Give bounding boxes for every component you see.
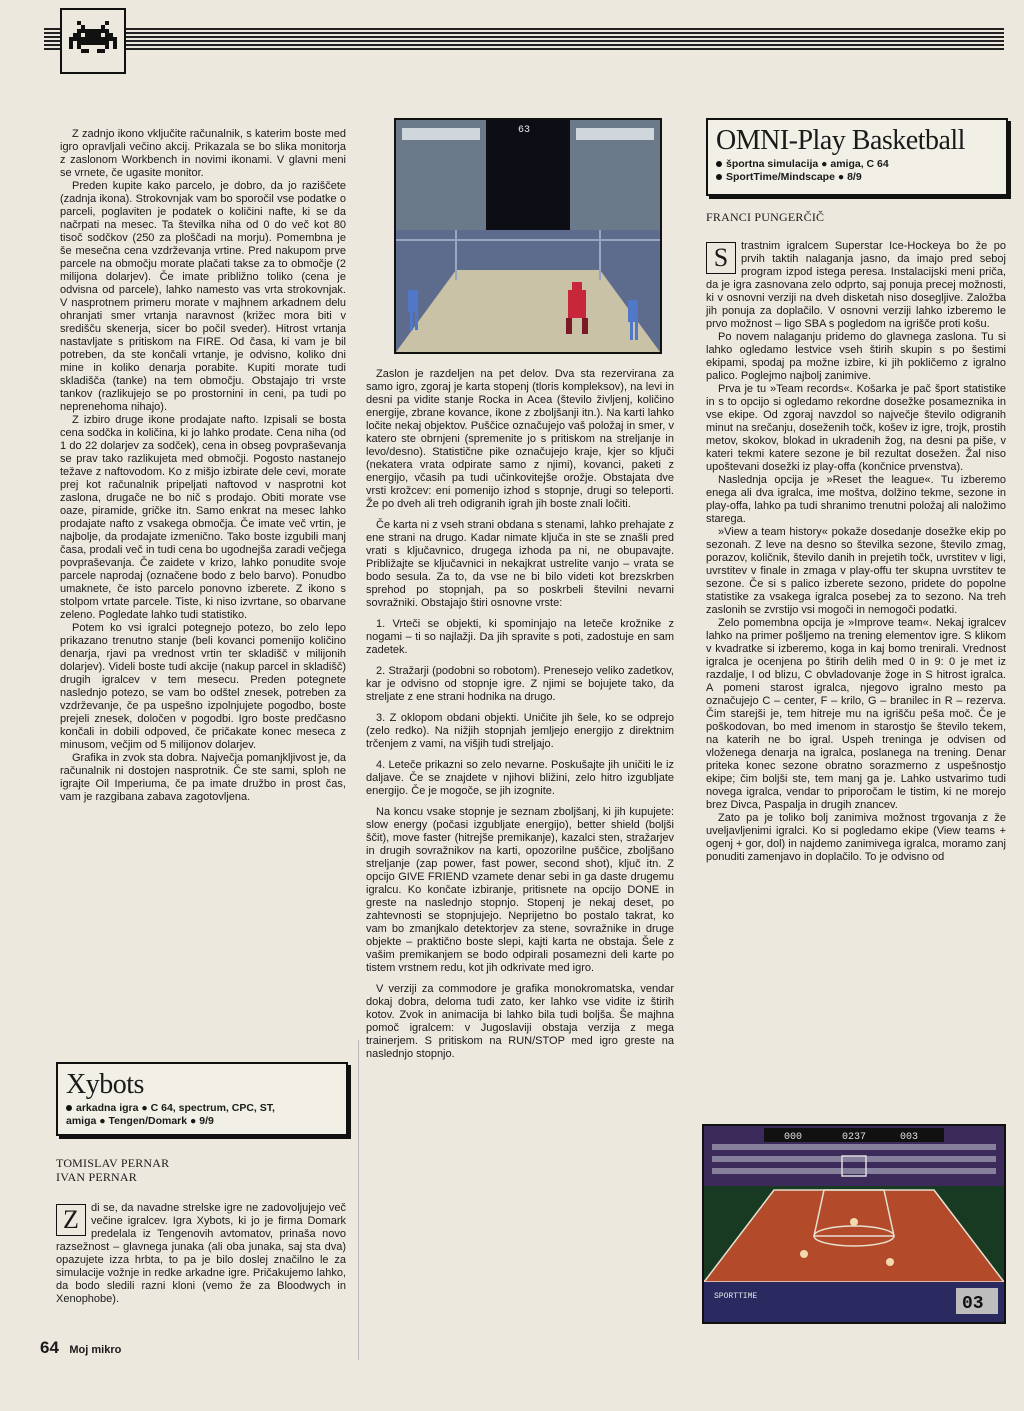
paragraph: Zaslon je razdeljen na pet delov. Dva sta rezervirana za samo igro, zgoraj je karta stopenj (tloris kompleksov), na levi in desni pa vidite stanje Rocka in Acea (število življenj, količino energije, zbrane kovance, ikone z zbolјšanji itn.). Na karti lahko ločite nekaj objektov. Puščice označujejo vaš položaj in smer, v katero ste obrnjeni (spremenite jo s pritiskom na streljanje in levo/desno). Statistične pike označujejo kraje, kjer so ključi (nekatera vrata odpirate samo z njimi), kovanci, paketi z energijo, včasih pa tudi učinkovitejše orožje. Obstajata dve vrsti krožcev: eni pomenijo izhod s stopnje, drugi so teleporti. Že po dveh ali treh odigranih igrah jih boste znali ločiti. [366, 368, 674, 510]
basketball-screenshot [702, 1124, 1006, 1324]
list-item: 3. Z oklopom obdani objekti. Uničite jih šele, ko se odprejo (zelo redko). Na nižjih stopnjah jemljejo energijo z direktnim trčenjem z vami, na višjih tudi streljajo. [366, 712, 674, 750]
omni-title-box [706, 118, 1008, 196]
xybots-title-box [56, 1062, 348, 1136]
paragraph: Zelo pomembna opcija je »Improve team«. Nekaj igralcev lahko na primer pošljemo na trening elementov igre. S klikom v kvadratke si izberemo, koga in kaj bomo trenirali. Vrednost igralca je ocenjena po štirih delih med 0 in 9: 0 je met iz razdalje, I od blizu, C obvladovanje žoge in S hitrost igralca. A pomeni starost igralca, njegovo igralno mesto pa označujejo C – center, F – krilo, G – branilec in R – rezerva. Čim starejši je, tem hitreje mu na igrišču peša moč. Če je poškodovan, bo med imenom in starostjo še število tekem, na katerih ne bo igral. Uspeh treninga je odvisen od vloženega denarja na igralca, poslanega na trening. Denar priteka konec sezone obratno sorazmerno z uspešnostjo ekipe; čim boljši ste, tem manj ga je. Lahko ustvarimo tudi novega igralca, vendar to priporočam le tistim, ki ne morejo brez Divca, Paspalja in drugih znancev. [706, 617, 1006, 811]
paragraph: Z zadnjo ikono vključite računalnik, s katerim boste med igro opravljali večino akcij. Prikazala se bo slika monitorja z zaslonom Workbench in novimi ikonami. V glavni meni se vrnete, če ugasite monitor. [60, 128, 346, 179]
paragraph: »View a team history« pokaže dosedanje dosežke ekip po sezonah. Z leve na desno so številka sezone, število zmag, porazov, količnik, število danih in prejetih točk, uvrstitev v ligi, uvrstitev v finale in zmaga v play-offu ter skupna uvrstitev te sezone. Če si s palico izberete sezono, pridete do popolne statistike za vsakega igralca posebej za to sezono. Na treh zaslonih se zvrstijo vsi mogoči in nemogoči podatki. [706, 526, 1006, 616]
bullet-icon [716, 161, 722, 167]
paragraph: Z izbiro druge ikone prodajate nafto. Izpisali se bosta cena sodčka in količina, ki jo lahko prodate. Cena niha (od 1 do 22 dolarjev za sodček), cena in obseg povpraševanja se prav tako razlikujeta med območji. Pogosto nastanejo težave z naftovodom. Ko z mišjo izbirate dele cevi, morate prej kot računalnik pripeljati naftovod v nasprotni kot zaslona, drugače ne bo nič s prodajo. Obiti morate vse oaze, piramide, gričke itn. Samo enkrat na mesec lahko prodajate nafto z vsakega območja. Če imate več vrtin, je najbolje, da prodajate izmenično. Tako boste izgubili manj časa, prodali več in tudi cena bo ugodnejša zaradi večjega povpraševanja. Če zaidete v krizo, lahko ponudite svoje parcele naprodaj (označene bodo z belo barvo). Ponudbo umaknete, če isto parcelo ponovno izberete. Z ikono s stolpom vrtate parcele. Tiste, ki niso izvrtane, so obarvane zeleno. Pogledate lahko tudi statistiko. [60, 414, 346, 621]
paragraph: Naslednja opcija je »Reset the league«. Tu izberemo enega ali dva igralca, ime moštva, dolžino tekme, sezone in play-offa, lahko pa tudi shranimo trenutni položaj ali naložimo starega. [706, 474, 1006, 525]
drop-cap: Z [56, 1204, 86, 1236]
list-item: 2. Stražarji (podobni so robotom). Prenesejo veliko zadetkov, kar je odvisno od stopnje igre. Z njimi se bojujete tako, da streljate z ene strani hodnika na drugo. [366, 665, 674, 703]
column-divider [358, 1040, 359, 1360]
paragraph: V verziji za commodore je grafika monokromatska, vendar dokaj dobra, deloma tudi zato, ker lahko vse vidite iz štirih kotov. Zvok in animacija bi lahko bila tudi boljša. Še majhna pomoč igralcem: v Jugoslaviji obstaja verzija z mega trainerjem. S pritiskom na RUN/STOP med igro greste na naslednjo stopnjo. [366, 983, 674, 1060]
score-digit: 000 [784, 1132, 803, 1143]
article-column-1 [60, 128, 346, 804]
article-column-2 [366, 368, 674, 1069]
article-meta-line: športna simulacija ● amiga, C 64 [716, 158, 998, 171]
paragraph: Če karta ni z vseh strani obdana s stenami, lahko prehajate z ene strani na drugo. Kadar nimate ključa in ste se znašli pred vrati s ključavnico, drugega izhoda pa ni, ne obupavajte. Približajte se ključavnici in nekajkrat ustrelite vanjo – vrata se bodo sesula. Za to, da vse ne bi bilo videti kot brezskrben sprehod po stopnjah, pa so poskrbeli številni nevarni sovražniki. Obstajajo štiri osnovne vrste: [366, 519, 674, 609]
paragraph: Z di se, da navadne strelske igre ne zadovoljujejo več večine igralcev. Igra Xybots, ki jo je firma Domark predelala iz Tengenovih avtomatov, prinaša novo razsežnost – glavnega junaka (ali oba junaka, saj sta dva) opazujete izza hrbta, to pa je bilo doslej značilno le za simulacije vožnje in redke arkadne igre. Pričakujemo lahko, da bodo sledili razni kloni (vemo že za Bloodwych in Xenophobe). [56, 1202, 346, 1305]
bullet-icon [716, 174, 722, 180]
magazine-name: Moj mikro [69, 1344, 122, 1356]
drop-cap: S [706, 242, 736, 274]
paragraph: Preden kupite kako parcelo, je dobro, da jo raziščete (zadnja ikona). Strokovnjak vam bo sporočil vse podatke o parceli, poglaviten je podatek o količini nafte, ki se da načrpati na mesec. Ta številka niha od 0 do več kot 80 tisoč sodčkov (250 za ploščadi na morju). Pomembna je še mesečna cena vzdrževanja vrtine. Pred nakupom prve parcele na območju morate plačati takse za to območje (2 milijona dolarjev). Če imate približno toliko (cena je odvisna od parcele), lahko namesto vas vrta strokovnjak. V nasprotnem primeru morate v majhnem arkadnem delu ohranjati smer vrtanja naravnost (križec mora biti v središču skenerja, sicer bo počil sveder). Hitrost vrtanja nastavljate s pritiskom na FIRE. Od časa, ki vam je bil potreben, da ste končali vrtanje, je odvisno, koliko dni mine in koliko denarja porabite. Kupiti morate tudi skladišča (tanke) na tem območju. Obstajajo tri vrste tankov (razlikujejo se po prostornini in ceni, pa tudi po neprenehoma nihajo). [60, 180, 346, 413]
article-column-3 [706, 240, 1006, 864]
paragraph: Na koncu vsake stopnje je seznam zboljšanj, ki jih kupujete: slow energy (počasi izgubljate energijo), better shield (boljši ščit), move faster (hitrejše premikanje), kazalci sten, stražarjev in drugih sovražnikov na karti, opozorilne puščice, zboljšano streljanje (zap power, fast power, second shot), ključ itn. Z opcijo GIVE FRIEND vzamete denar sebi in ga daste drugemu igralcu. Ko končate izbiranje, pritisnete na opcijo DONE in greste na naslednjo stopnjo. Stopenj je nekaj deset, po zahtevnosti se stopnjujejo. Neprijetno bo postalo takrat, ko vam bo zmanjkalo detektorjev za stene, sovražnike in druge objekte – praktično boste slepi, kajti karta ne obstaja. Šele z vašim premikanjem se bodo odpirali posamezni deli karte po tistem vrstnem redu, kot jih odkrivate med igro. [366, 806, 674, 974]
list-item: 1. Vrteči se objekti, ki spominjajo na leteče krožnike z nogami – ti so najlažji. Da jih spravite s poti, zadostuje en sam zadetek. [366, 618, 674, 656]
score-digit: 003 [900, 1132, 919, 1143]
bullet-icon [66, 1105, 72, 1111]
score-counter: 03 [962, 1294, 984, 1314]
xybots-scene [396, 120, 660, 352]
xybots-intro [56, 1202, 346, 1306]
invader-icon [69, 21, 117, 61]
author-byline: FRANCI PUNGERČIČ [706, 210, 825, 224]
paragraph: Po novem nalaganju pridemo do glavnega zaslona. Tu si lahko ogledamo lestvice vseh štirih skupin s po šestimi ekipami, spodaj pa možne izbire, ki jih pokličemo z igralno palico. Poglejmo najbolj zanimive. [706, 331, 1006, 382]
article-meta-line: amiga ● Tengen/Domark ● 9/9 [66, 1115, 214, 1127]
article-title: Xybots [66, 1069, 144, 1100]
page-folio [40, 1338, 121, 1358]
article-meta-line: arkadna igra ● C 64, spectrum, CPC, ST, [66, 1102, 338, 1115]
stats-panel: SPORTTIME [714, 1292, 758, 1301]
score-readout: 63 [518, 125, 531, 136]
paragraph: Grafika in zvok sta dobra. Največja pomanjkljivost je, da računalnik ni dostojen nasprotnik. Če ste sami, sploh ne igrajte Oil Imperiuma, če pa imate družbo in prost čas, vam je razgibana zabava zagotovljena. [60, 752, 346, 803]
paragraph: Prva je tu »Team records«. Košarka je pač šport statistike in s to opcijo si ogledamo rekordne dosežke posameznika in vse ekipe. Od zgoraj navzdol so največje število odigranih minut na srečanju, doseženih točk, košev iz igre, trojk, prostih metov, skokov, blokad in ukradenih žog, na desni pa piše, v kateri tekmi katere sezone je bil rezultat dosežen. Žal niso upoštevani dosežki iz play-offa (končnice prvenstva). [706, 383, 1006, 473]
page-number: 64 [40, 1338, 59, 1357]
xybots-screenshot [394, 118, 662, 354]
space-invader-logo [60, 8, 126, 74]
paragraph: S trastnim igralcem Superstar Ice-Hockeya bo že po prvih taktih nalaganja jasno, da imajo pred seboj program izpod istega peresa. Instalacijski meni priča, da je igra zasnovana zelo odprto, saj ponuja precej možnosti, ki v osnovni verziji na dveh disketah niso dosegljive. Založba jih ponuja za doplačilo. V osnovni verziji lahko izberemo le prvo možnost – ligo SBA s pogledom na igrišče proti košu. [706, 240, 1006, 330]
list-item: 4. Leteče prikazni so zelo nevarne. Poskušajte jih uničiti le iz daljave. Če se znajdete v njihovi bližini, zelo hitro izgubljate energijo. Če je mogoče, se jih izognite. [366, 759, 674, 797]
article-title: OMNI-Play Basketball [716, 125, 965, 156]
score-digit: 0237 [842, 1132, 867, 1143]
paragraph: Zato pa je toliko bolj zanimiva možnost trgovanja z že uveljavljenimi igralci. Ko si pogledamo ekipe (View teams + ogenj + gor, dol) in najdemo zanimivega igralca, moramo zanj ponuditi zamenjavo in doplačilo. To je odvisno od [706, 812, 1006, 863]
author-byline: TOMISLAV PERNAR IVAN PERNAR [56, 1156, 170, 1184]
basketball-scene [704, 1126, 1004, 1322]
paragraph: Potem ko vsi igralci potegnejo potezo, bo zelo lepo prikazano trenutno stanje (beli kovanci pomenijo količino denarja, rjavi pa vrednost vrtin ter skladišč v milijonih dolarjev). Videli boste tudi akcije (nakup parcel in skladišč) drugih igralcev v tem mesecu. Preden potegnete naslednjo potezo, se vam bo odštel znesek, potreben za vzdrževanje, če pa uspešno izpolnjujete pogodbo, boste prejeli znesek, določen v pogodbi. Igro boste predčasno končali in dobili odpoved, če pričakate konec meseca z minusom, večjim od 5 milijonov dolarjev. [60, 622, 346, 751]
header-stripe [44, 28, 1004, 50]
article-meta-line: SportTime/Mindscape ● 8/9 [716, 171, 998, 184]
